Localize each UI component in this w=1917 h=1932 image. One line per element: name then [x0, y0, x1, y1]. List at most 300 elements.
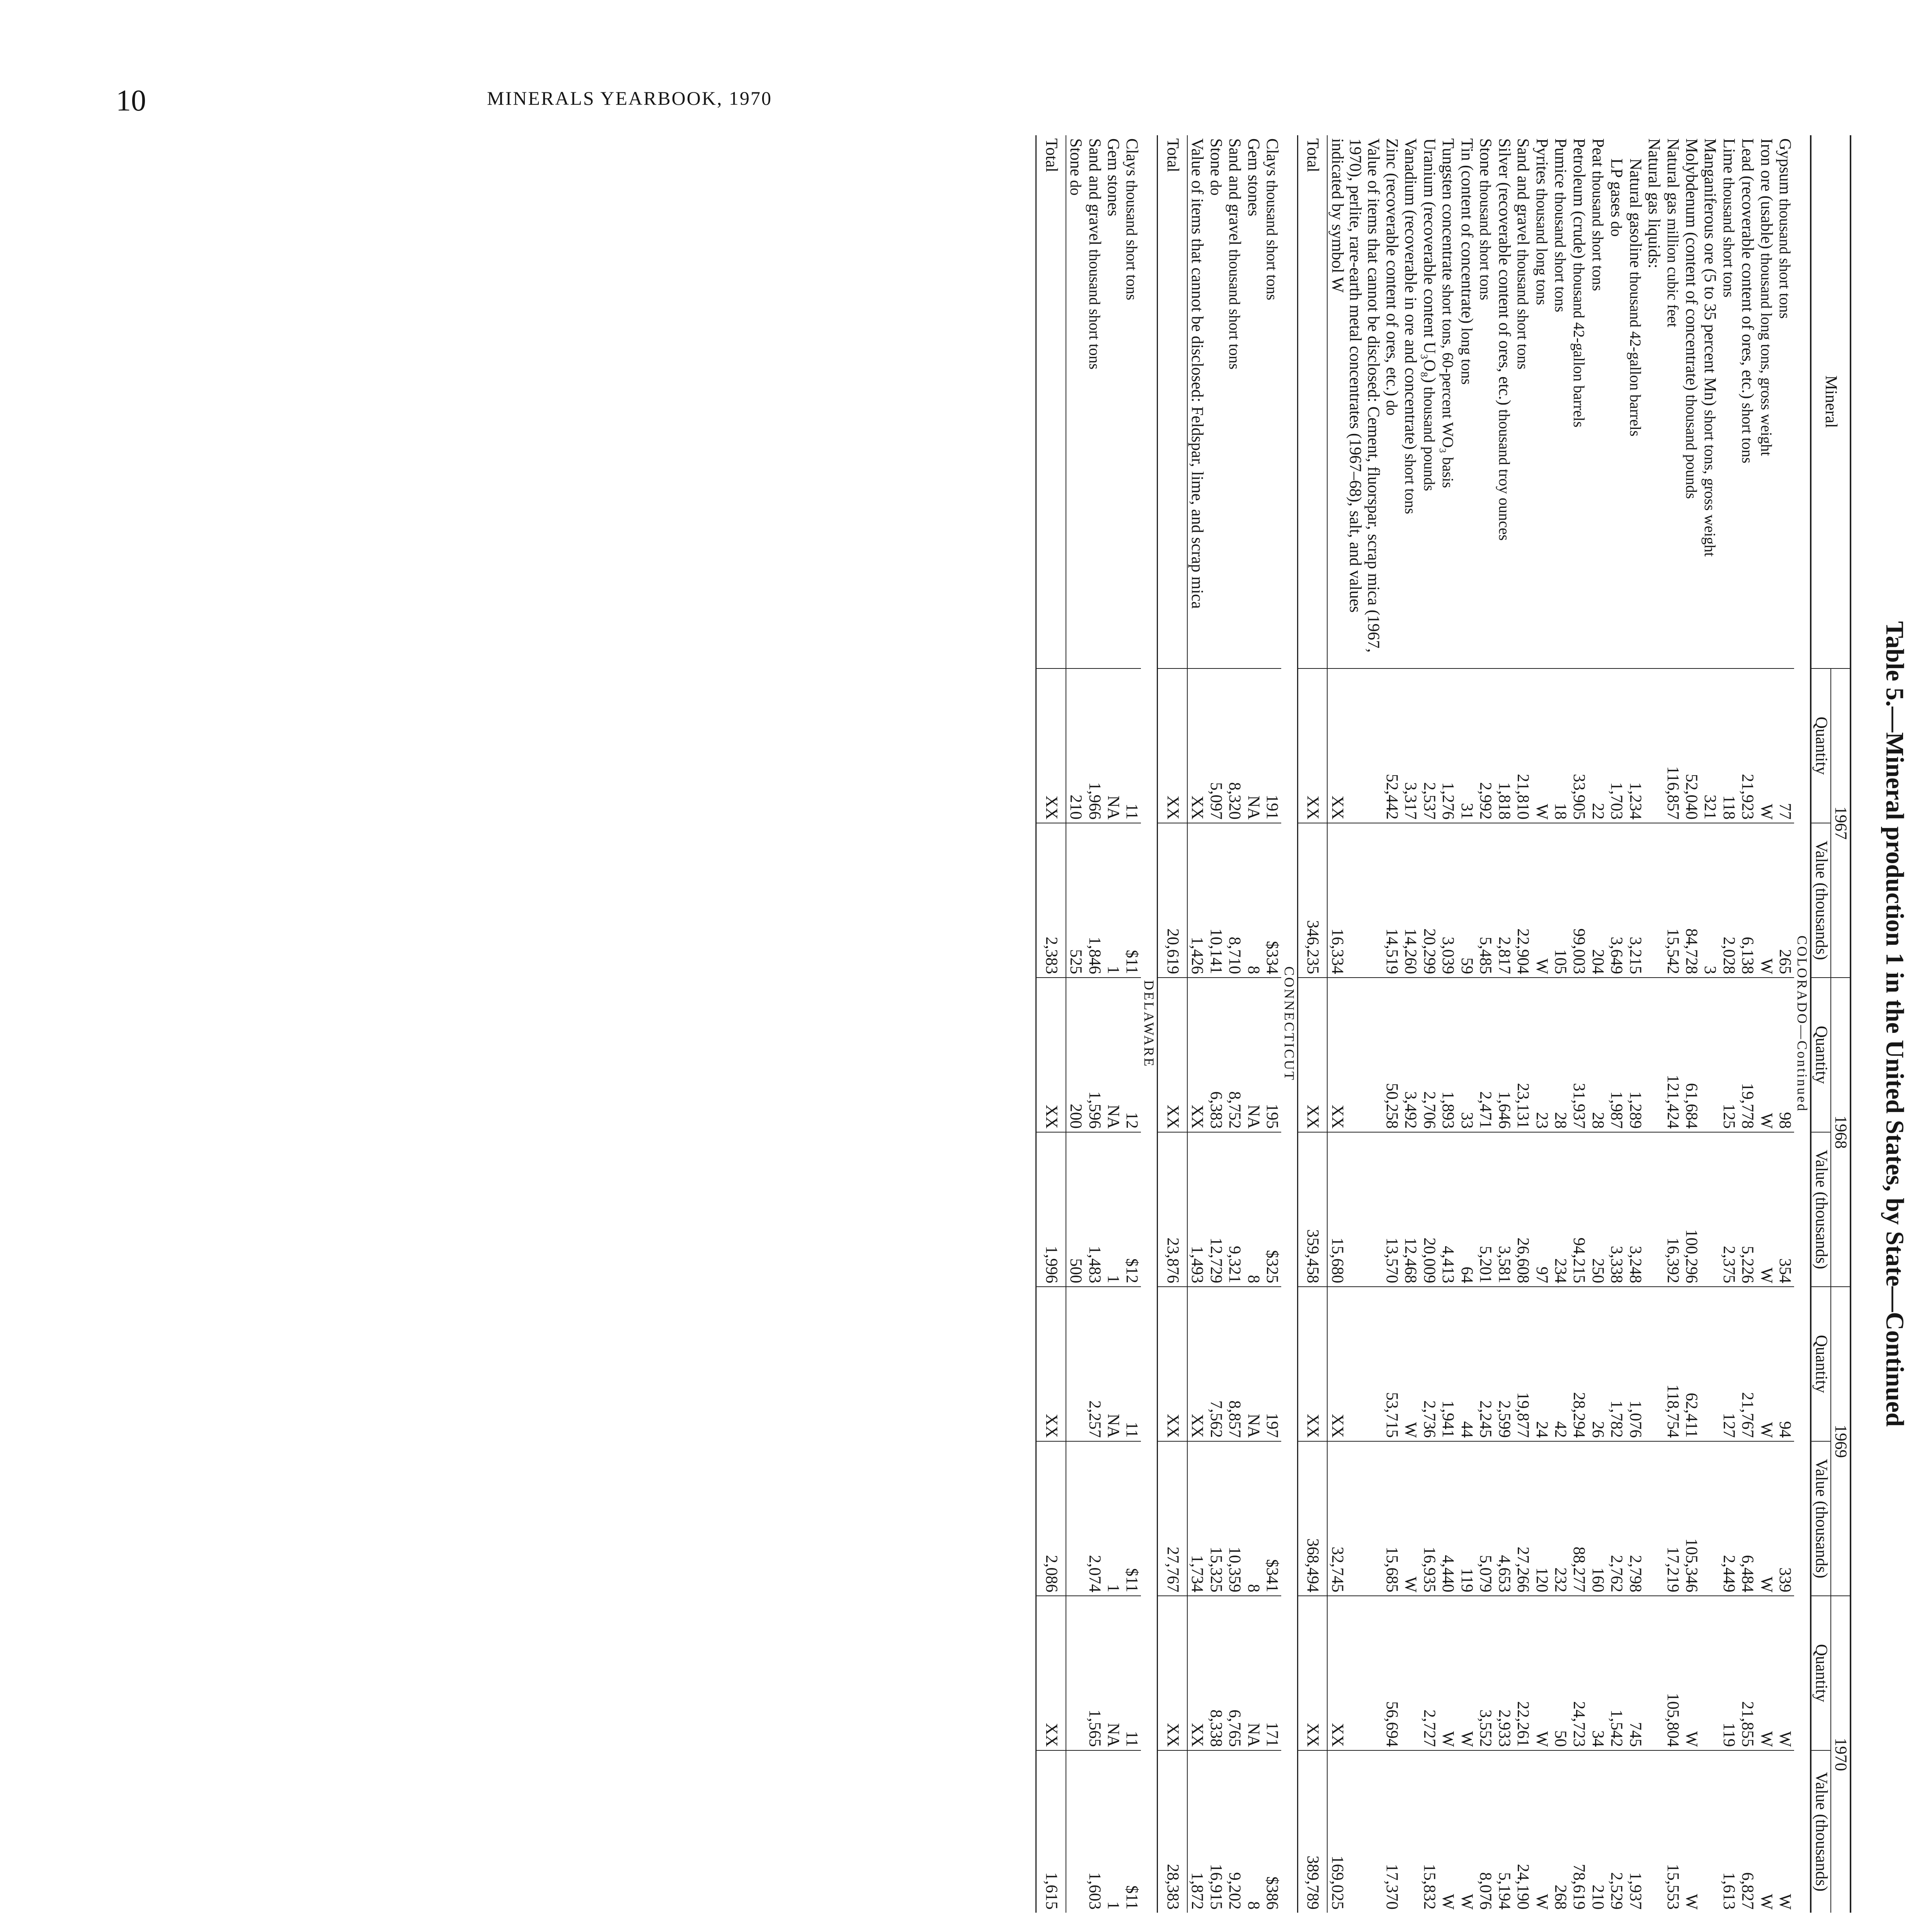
value-cell: 3,338: [1607, 1132, 1626, 1287]
value-cell: XX: [1297, 1596, 1327, 1750]
value-cell: 105,346: [1682, 1441, 1701, 1596]
mineral-cell: Gem stones: [1104, 138, 1123, 216]
unit-label: thousand short tons: [1086, 245, 1103, 370]
value-cell: 23: [1532, 978, 1551, 1132]
value-cell: W: [1457, 1750, 1476, 1913]
value-cell: [1701, 978, 1719, 1132]
unit-label: thousand pounds: [1683, 391, 1701, 499]
value-cell: 368,494: [1297, 1441, 1327, 1596]
value-cell: W: [1401, 1441, 1420, 1596]
value-cell: 1,818: [1495, 668, 1513, 823]
value-cell: [1645, 1132, 1663, 1287]
value-cell: XX: [1036, 1596, 1066, 1750]
table-row: [1532, 135, 1551, 1913]
value-cell: 31: [1457, 668, 1476, 823]
table-row: [1420, 135, 1439, 1913]
value-header: Value (thousands): [1811, 823, 1830, 978]
value-cell: [1066, 1596, 1085, 1750]
value-cell: 17,370: [1382, 1750, 1401, 1913]
year-header-1969: 1969: [1831, 1287, 1851, 1596]
value-cell: 127: [1720, 1287, 1738, 1441]
value-cell: 32,745: [1327, 1441, 1382, 1596]
value-cell: 84,728: [1682, 823, 1701, 978]
value-cell: XX: [1297, 1287, 1327, 1441]
page-number: 10: [116, 83, 146, 117]
value-cell: [1701, 1132, 1719, 1287]
value-cell: [1645, 1750, 1663, 1913]
value-cell: 1,734: [1187, 1441, 1206, 1596]
value-cell: 2,471: [1476, 978, 1495, 1132]
table-row: [1607, 135, 1626, 1913]
table-row: [1514, 135, 1532, 1913]
value-cell: 20,619: [1158, 823, 1187, 978]
unit-label: thousand short tons: [1123, 176, 1141, 301]
value-cell: 4,413: [1439, 1132, 1457, 1287]
unit-label: thousand long tons, gross weight: [1757, 249, 1775, 456]
mineral-cell: LP gases do: [1607, 158, 1626, 237]
value-cell: 2,762: [1607, 1441, 1626, 1596]
value-cell: 500: [1066, 1132, 1085, 1287]
value-cell: 19,877: [1514, 1287, 1532, 1441]
value-cell: 94: [1776, 1287, 1794, 1441]
table-row: [1206, 135, 1225, 1913]
value-cell: 22: [1588, 668, 1607, 823]
value-cell: W: [1682, 1596, 1701, 1750]
mineral-cell: Vanadium (recoverable in ore and concentrate) short tons: [1401, 138, 1420, 514]
table-row: [1738, 135, 1757, 1913]
mineral-cell: Sand and gravel thousand short tons: [1226, 138, 1244, 370]
value-cell: 121,424: [1663, 978, 1682, 1132]
mineral-cell: Iron ore (usable) thousand long tons, gross weight: [1757, 138, 1776, 456]
value-cell: W: [1757, 1132, 1775, 1287]
value-cell: 13,570: [1382, 1132, 1401, 1287]
mineral-cell: Value of items that cannot be disclosed: Cement, fluorspar, scrap mica (1967, 1970), perlite, rare-earth metal concentrates (1967–68), salt, and values indicated by symbol W: [1328, 138, 1382, 653]
value-cell: 15,325: [1206, 1441, 1225, 1596]
table-row: [1401, 135, 1420, 1913]
value-cell: 119: [1720, 1596, 1738, 1750]
mineral-cell: Value of items that cannot be disclosed: Feldspar, lime, and scrap mica: [1188, 138, 1207, 609]
value-cell: 8,076: [1476, 1750, 1495, 1913]
value-cell: XX: [1327, 1596, 1382, 1750]
value-cell: 94,215: [1570, 1132, 1588, 1287]
mineral-cell: Petroleum (crude) thousand 42-gallon barrels: [1570, 138, 1588, 428]
value-cell: XX: [1187, 978, 1206, 1132]
value-cell: 1: [1104, 1750, 1122, 1913]
value-cell: 120: [1532, 1441, 1551, 1596]
mineral-cell: Silver (recoverable content of ores, etc.) thousand troy ounces: [1495, 138, 1514, 541]
value-cell: 56,694: [1382, 1596, 1401, 1750]
value-cell: 17,219: [1663, 1441, 1682, 1596]
value-cell: 8: [1244, 1132, 1262, 1287]
total-row: [1297, 135, 1327, 1913]
table-row: [1244, 135, 1262, 1913]
value-cell: W: [1532, 823, 1551, 978]
mineral-cell: Tin (content of concentrate) long tons: [1457, 138, 1476, 385]
value-cell: 1,493: [1187, 1132, 1206, 1287]
value-cell: 2,245: [1476, 1287, 1495, 1441]
value-cell: 1,603: [1085, 1750, 1103, 1913]
value-cell: 6,484: [1738, 1441, 1757, 1596]
value-cell: 1,893: [1439, 978, 1457, 1132]
unit-label: short tons: [1739, 399, 1757, 464]
table-row: [1720, 135, 1738, 1913]
value-cell: 169,025: [1327, 1750, 1382, 1913]
value-cell: [1645, 668, 1663, 823]
value-cell: 118,754: [1663, 1287, 1682, 1441]
value-cell: XX: [1158, 1596, 1187, 1750]
mineral-cell: Molybdenum (content of concentrate) thousand pounds: [1682, 138, 1701, 499]
value-cell: 389,789: [1297, 1750, 1327, 1913]
unit-label: thousand 42-gallon barrels: [1626, 268, 1644, 437]
table-row: [1682, 135, 1701, 1913]
mineral-cell: Peat thousand short tons: [1588, 138, 1607, 291]
unit-label: thousand long tons: [1533, 184, 1551, 305]
value-cell: XX: [1158, 668, 1187, 823]
value-cell: 119: [1457, 1441, 1476, 1596]
value-cell: XX: [1327, 1287, 1382, 1441]
unit-label: long tons: [1458, 323, 1476, 385]
value-cell: 28,383: [1158, 1750, 1187, 1913]
table-row: [1327, 135, 1382, 1913]
value-cell: XX: [1036, 668, 1066, 823]
value-cell: 1,941: [1439, 1287, 1457, 1441]
value-cell: XX: [1036, 978, 1066, 1132]
table-row: [1663, 135, 1682, 1913]
unit-label: thousand 42-gallon barrels: [1570, 259, 1588, 428]
value-cell: 1,615: [1036, 1750, 1066, 1913]
value-cell: 26,608: [1514, 1132, 1532, 1287]
value-cell: 525: [1066, 823, 1085, 978]
value-cell: NA: [1104, 978, 1122, 1132]
year-header-1967: 1967: [1831, 668, 1851, 978]
mineral-cell: Uranium (recoverable content U₃O₈) thousand pounds: [1420, 138, 1439, 491]
value-cell: 5,079: [1476, 1441, 1495, 1596]
mineral-cell: Tungsten concentrate short tons, 60-percent WO₃ basis: [1439, 138, 1457, 488]
mineral-cell: Total: [1036, 135, 1066, 668]
value-cell: W: [1532, 668, 1551, 823]
mineral-cell: Stone thousand short tons: [1476, 138, 1495, 301]
value-cell: 2,086: [1036, 1441, 1066, 1596]
unit-label: thousand troy ounces: [1495, 405, 1513, 541]
value-cell: [1066, 1287, 1085, 1441]
running-head: MINERALS YEARBOOK, 1970: [487, 87, 772, 109]
value-cell: 26: [1588, 1287, 1607, 1441]
value-cell: 1,234: [1626, 668, 1644, 823]
unit-label: thousand short tons: [1720, 173, 1738, 298]
unit-label: thousand short tons: [1226, 245, 1244, 370]
table-row: [1122, 135, 1141, 1913]
value-cell: 197: [1263, 1287, 1281, 1441]
value-cell: 1,703: [1607, 668, 1626, 823]
value-cell: 2,257: [1085, 1287, 1103, 1441]
value-cell: 59: [1457, 823, 1476, 978]
value-cell: 2,449: [1720, 1441, 1738, 1596]
value-cell: [1701, 1596, 1719, 1750]
table-row: [1439, 135, 1457, 1913]
value-cell: [1645, 1596, 1663, 1750]
mineral-cell: Zinc (recoverable content of ores, etc.) do: [1383, 138, 1401, 416]
unit-label: do: [1067, 176, 1085, 196]
table-row: [1104, 135, 1122, 1913]
mineral-cell: Clays thousand short tons: [1263, 138, 1281, 301]
value-cell: 22,261: [1514, 1596, 1532, 1750]
value-cell: 24: [1532, 1287, 1551, 1441]
value-cell: 346,235: [1297, 823, 1327, 978]
value-cell: 15,832: [1420, 1750, 1439, 1913]
value-cell: 42: [1551, 1287, 1570, 1441]
value-cell: 2,992: [1476, 668, 1495, 823]
value-cell: 745: [1626, 1596, 1644, 1750]
value-cell: 171: [1263, 1596, 1281, 1750]
value-cell: 5,194: [1495, 1750, 1513, 1913]
value-cell: W: [1757, 1287, 1775, 1441]
value-cell: XX: [1158, 1287, 1187, 1441]
value-cell: 3,039: [1439, 823, 1457, 978]
value-cell: 8,857: [1225, 1287, 1244, 1441]
mineral-cell: Gem stones: [1244, 138, 1263, 216]
section-heading: CONNECTICUT: [1281, 966, 1297, 1082]
value-cell: 5,485: [1476, 823, 1495, 978]
value-cell: 204: [1588, 823, 1607, 978]
value-cell: 5,201: [1476, 1132, 1495, 1287]
value-cell: 97: [1532, 1132, 1551, 1287]
value-cell: NA: [1104, 1596, 1122, 1750]
value-cell: 1,596: [1085, 978, 1103, 1132]
value-cell: [1066, 1441, 1085, 1596]
value-cell: $11: [1122, 1441, 1141, 1596]
mineral-cell: Pumice thousand short tons: [1551, 138, 1570, 313]
value-cell: 9,202: [1225, 1750, 1244, 1913]
value-cell: W: [1757, 823, 1775, 978]
value-cell: 11: [1122, 1287, 1141, 1441]
value-cell: W: [1776, 1750, 1794, 1913]
value-cell: 105,804: [1663, 1596, 1682, 1750]
value-cell: $12: [1122, 1132, 1141, 1287]
unit-label: thousand short tons: [1552, 188, 1569, 313]
value-cell: 100,296: [1682, 1132, 1701, 1287]
value-cell: $11: [1122, 823, 1141, 978]
value-cell: 53,715: [1382, 1287, 1401, 1441]
mineral-cell: Natural gasoline thousand 42-gallon barrels: [1626, 158, 1645, 437]
value-cell: 6,765: [1225, 1596, 1244, 1750]
total-row: [1158, 135, 1187, 1913]
value-cell: [1701, 1287, 1719, 1441]
value-cell: 105: [1551, 823, 1570, 978]
value-cell: 3: [1701, 823, 1719, 978]
mineral-cell: Stone do: [1067, 138, 1085, 196]
unit-label: thousand short tons: [1514, 245, 1532, 370]
value-cell: 28: [1588, 978, 1607, 1132]
table-row: [1382, 135, 1401, 1913]
value-cell: 2,933: [1495, 1596, 1513, 1750]
value-cell: $11: [1122, 1750, 1141, 1913]
value-cell: 1: [1104, 1132, 1122, 1287]
unit-label: thousand short tons: [1589, 167, 1607, 291]
unit-label: do: [1608, 217, 1626, 237]
value-cell: XX: [1187, 1287, 1206, 1441]
value-cell: 160: [1588, 1441, 1607, 1596]
value-cell: 8,338: [1206, 1596, 1225, 1750]
value-cell: NA: [1244, 978, 1262, 1132]
section-heading: DELAWARE: [1141, 980, 1157, 1068]
value-cell: 61,684: [1682, 978, 1701, 1132]
value-cell: NA: [1104, 1287, 1122, 1441]
value-cell: 2,727: [1420, 1596, 1439, 1750]
mineral-cell: Sand and gravel thousand short tons: [1514, 138, 1532, 370]
value-cell: 1,483: [1085, 1132, 1103, 1287]
value-cell: 8: [1244, 1441, 1262, 1596]
value-cell: [1701, 1441, 1719, 1596]
value-cell: 9,321: [1225, 1132, 1244, 1287]
value-cell: 14,519: [1382, 823, 1401, 978]
value-cell: 20,009: [1420, 1132, 1439, 1287]
value-cell: 21,810: [1514, 668, 1532, 823]
value-cell: 8: [1244, 1750, 1262, 1913]
value-cell: 21,923: [1738, 668, 1757, 823]
value-cell: W: [1439, 1596, 1457, 1750]
value-cell: 12,729: [1206, 1132, 1225, 1287]
mineral-cell: Pyrites thousand long tons: [1532, 138, 1551, 305]
value-cell: 78,619: [1570, 1750, 1588, 1913]
table-row: [1225, 135, 1244, 1913]
value-cell: 2,798: [1626, 1441, 1644, 1596]
value-cell: 15,553: [1663, 1750, 1682, 1913]
value-cell: [1645, 978, 1663, 1132]
value-cell: 2,383: [1036, 823, 1066, 978]
value-cell: 2,817: [1495, 823, 1513, 978]
value-cell: W: [1532, 1750, 1551, 1913]
value-cell: 1,987: [1607, 978, 1626, 1132]
table-row: [1570, 135, 1588, 1913]
value-cell: 99,003: [1570, 823, 1588, 978]
value-cell: 15,685: [1382, 1441, 1401, 1596]
value-cell: 1,076: [1626, 1287, 1644, 1441]
value-cell: 116,857: [1663, 668, 1682, 823]
value-cell: 7,562: [1206, 1287, 1225, 1441]
value-cell: 15,542: [1663, 823, 1682, 978]
mineral-cell: Manganiferous ore (5 to 35 percent Mn) short tons, gross weight: [1701, 138, 1720, 557]
value-cell: 5,097: [1206, 668, 1225, 823]
value-header: Value (thousands): [1811, 1132, 1830, 1287]
table-row: [1457, 135, 1476, 1913]
unit-label: short tons: [1402, 449, 1420, 514]
value-cell: 1,613: [1720, 1750, 1738, 1913]
value-cell: 16,392: [1663, 1132, 1682, 1287]
value-cell: XX: [1036, 1287, 1066, 1441]
unit-label: do: [1383, 396, 1401, 416]
value-cell: $386: [1263, 1750, 1281, 1913]
value-header: Value (thousands): [1811, 1441, 1830, 1596]
value-cell: 195: [1263, 978, 1281, 1132]
table-row: [1187, 135, 1206, 1913]
table-row: [1588, 135, 1607, 1913]
value-cell: 16,935: [1420, 1441, 1439, 1596]
value-cell: 1: [1104, 823, 1122, 978]
value-header: Value (thousands): [1811, 1750, 1830, 1913]
value-cell: 321: [1701, 668, 1719, 823]
value-cell: 1,937: [1626, 1750, 1644, 1913]
value-cell: 33: [1457, 978, 1476, 1132]
unit-label: thousand short tons: [1776, 194, 1794, 319]
value-cell: 3,317: [1401, 668, 1420, 823]
value-cell: NA: [1104, 668, 1122, 823]
value-cell: W: [1532, 1596, 1551, 1750]
value-cell: 2,736: [1420, 1287, 1439, 1441]
value-cell: [1401, 1596, 1420, 1750]
value-cell: 1,565: [1085, 1596, 1103, 1750]
value-cell: 2,537: [1420, 668, 1439, 823]
mineral-cell: Total: [1297, 135, 1327, 668]
value-cell: 200: [1066, 978, 1085, 1132]
value-cell: 2,706: [1420, 978, 1439, 1132]
value-cell: 98: [1776, 978, 1794, 1132]
value-cell: 232: [1551, 1441, 1570, 1596]
value-cell: 11: [1122, 1596, 1141, 1750]
value-cell: 8: [1244, 823, 1262, 978]
value-cell: 191: [1263, 668, 1281, 823]
mineral-cell: Clays thousand short tons: [1123, 138, 1141, 301]
value-cell: 8,710: [1225, 823, 1244, 978]
value-cell: 125: [1720, 978, 1738, 1132]
unit-label: thousand pounds: [1420, 383, 1438, 491]
value-cell: 3,492: [1401, 978, 1420, 1132]
quantity-header: Quantity: [1811, 668, 1830, 823]
value-cell: W: [1757, 1596, 1775, 1750]
value-cell: 22,904: [1514, 823, 1532, 978]
value-cell: 4,653: [1495, 1441, 1513, 1596]
value-cell: 20,299: [1420, 823, 1439, 978]
value-cell: 12: [1122, 978, 1141, 1132]
value-cell: 118: [1720, 668, 1738, 823]
value-cell: 34: [1588, 1596, 1607, 1750]
rotated-table-block: [912, 135, 1917, 1913]
value-cell: W: [1757, 978, 1775, 1132]
value-cell: 1,646: [1495, 978, 1513, 1132]
year-header-1970: 1970: [1831, 1596, 1851, 1913]
value-cell: W: [1757, 668, 1775, 823]
value-cell: 5,226: [1738, 1132, 1757, 1287]
total-row: [1036, 135, 1066, 1913]
value-cell: XX: [1327, 978, 1382, 1132]
value-cell: 12,468: [1401, 1132, 1420, 1287]
value-cell: 3,649: [1607, 823, 1626, 978]
value-cell: [1645, 823, 1663, 978]
value-cell: 18: [1551, 668, 1570, 823]
value-cell: NA: [1244, 1596, 1262, 1750]
value-cell: 1: [1104, 1441, 1122, 1596]
value-cell: 62,411: [1682, 1287, 1701, 1441]
value-cell: 1,426: [1187, 823, 1206, 978]
quantity-header: Quantity: [1811, 978, 1830, 1132]
mineral-cell: Lead (recoverable content of ores, etc.) short tons: [1738, 138, 1757, 464]
quantity-header: Quantity: [1811, 1596, 1830, 1750]
value-cell: W: [1457, 1596, 1476, 1750]
value-cell: 28: [1551, 978, 1570, 1132]
value-cell: 268: [1551, 1750, 1570, 1913]
mineral-cell: Stone do: [1207, 138, 1225, 196]
unit-label: short tons, gross weight: [1701, 406, 1719, 557]
value-cell: 250: [1588, 1132, 1607, 1287]
value-cell: 1,542: [1607, 1596, 1626, 1750]
value-cell: 16,915: [1206, 1750, 1225, 1913]
unit-label: do: [1207, 176, 1225, 196]
table-row: [1757, 135, 1775, 1913]
quantity-header: Quantity: [1811, 1287, 1830, 1441]
unit-label: thousand short tons: [1263, 176, 1281, 301]
value-cell: 8,320: [1225, 668, 1244, 823]
table-row: [1476, 135, 1495, 1913]
value-cell: 31,937: [1570, 978, 1588, 1132]
